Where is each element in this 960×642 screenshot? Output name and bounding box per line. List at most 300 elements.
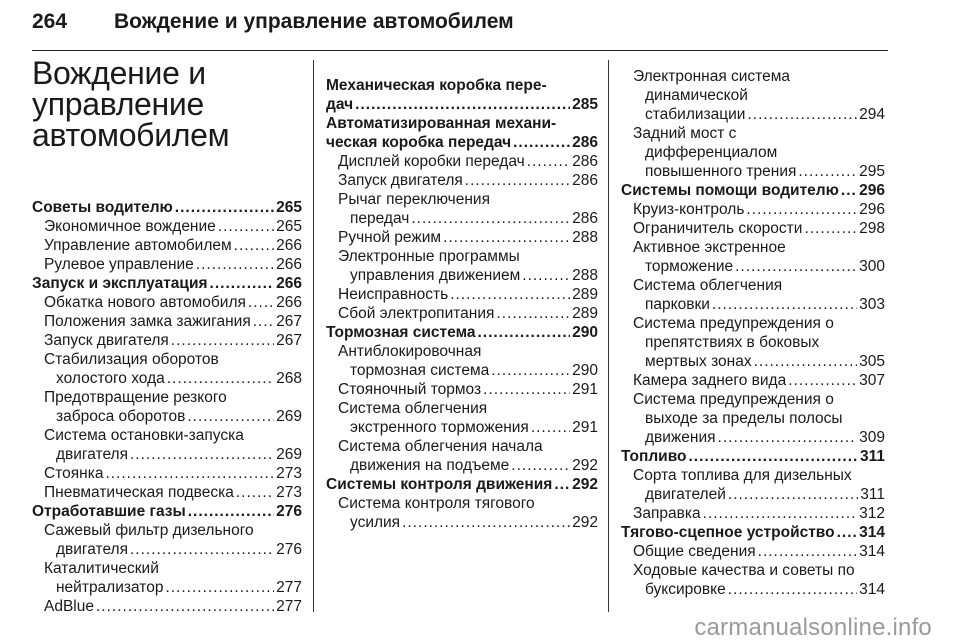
toc-entry [326, 152, 598, 171]
toc-entry-title: Обкатка нового автомобиля [44, 294, 246, 311]
toc-line [621, 542, 885, 561]
toc-page-number: 291 [572, 381, 598, 398]
toc-line [621, 219, 885, 238]
toc-entry-title: выходе за пределы полосы [645, 410, 843, 427]
toc-entry [621, 124, 885, 181]
leader-dots [167, 369, 274, 388]
toc-entry-title: Неисправность [338, 286, 449, 303]
toc-page-number: 265 [276, 199, 302, 216]
toc-line [326, 418, 598, 437]
leader-dots [355, 95, 570, 114]
toc-page-number: 291 [572, 419, 598, 436]
toc-section-title: Топливо [621, 448, 687, 465]
toc-entry-title: Запуск двигателя [338, 172, 463, 189]
toc-line [32, 407, 302, 426]
leader-dots [728, 485, 858, 504]
toc-section-title: Системы помощи водителю [621, 182, 839, 199]
toc-line [326, 437, 598, 456]
leader-dots [496, 304, 570, 323]
toc-line [32, 540, 302, 559]
leader-dots [527, 152, 570, 171]
toc-entry [621, 314, 885, 371]
toc-line [621, 485, 885, 504]
toc-page-number: 305 [859, 353, 885, 370]
toc-line [326, 76, 598, 95]
toc-line [32, 388, 302, 407]
toc-page-number: 311 [860, 486, 885, 503]
leader-dots [477, 323, 570, 342]
toc-section [32, 274, 302, 293]
leader-dots [188, 502, 274, 521]
toc-page-number: 289 [572, 305, 598, 322]
toc-entry-title: Электронная система [633, 68, 791, 85]
toc-entry [326, 171, 598, 190]
toc-section [621, 523, 885, 542]
toc-line [621, 143, 885, 162]
toc-entry [621, 542, 885, 561]
leader-dots [522, 266, 570, 285]
toc-page-number: 292 [572, 457, 598, 474]
leader-dots [234, 236, 274, 255]
chapter-title-line: автомобилем [32, 117, 230, 153]
toc-line [326, 380, 598, 399]
toc-line [326, 494, 598, 513]
toc-line [621, 238, 885, 257]
toc-entry-title: Управление автомобилем [44, 237, 232, 254]
toc-page-number: 296 [859, 182, 885, 199]
toc-line [621, 295, 885, 314]
toc-page-number: 267 [276, 332, 302, 349]
toc-page-number: 309 [859, 429, 885, 446]
leader-dots [450, 285, 570, 304]
leader-dots [718, 428, 858, 447]
toc-entry [326, 247, 598, 285]
toc-page-number: 277 [276, 579, 302, 596]
leader-dots [411, 209, 570, 228]
toc-section [326, 114, 598, 152]
toc-line [621, 333, 885, 352]
leader-dots [712, 295, 857, 314]
leader-dots [758, 542, 857, 561]
toc-entry [326, 190, 598, 228]
toc-entry-title: Дисплей коробки передач [338, 153, 525, 170]
toc-line [621, 428, 885, 447]
leader-dots [747, 105, 857, 124]
running-title: Вождение и управление автомобилем [114, 10, 514, 33]
leader-dots [218, 217, 274, 236]
toc-entry-title: Заправка [633, 505, 701, 522]
leader-dots [841, 181, 857, 200]
toc-entry-title: Пневматическая подвеска [44, 484, 234, 501]
toc-page-number: 314 [859, 543, 885, 560]
toc-entry-title: Система остановки-запуска [44, 427, 244, 444]
toc-entry-title: Сбой электропитания [338, 305, 495, 322]
toc-line [621, 105, 885, 124]
toc-entry-title: дифференциалом [645, 144, 778, 161]
toc-entry [32, 521, 302, 559]
toc-line [326, 228, 598, 247]
toc-entry-title: тормозная система [350, 362, 490, 379]
toc-line [621, 162, 885, 181]
toc-line [326, 475, 598, 494]
toc-line [621, 124, 885, 143]
leader-dots [788, 371, 857, 390]
toc-line [621, 466, 885, 485]
toc-line [32, 331, 302, 350]
toc-entry-title: Сорта топлива для дизельных [633, 467, 852, 484]
leader-dots [236, 483, 274, 502]
toc-section-title: Механическая коробка пере- [326, 77, 547, 94]
toc-entry [621, 238, 885, 276]
toc-entry [32, 559, 302, 597]
toc-line [326, 399, 598, 418]
toc-line [326, 190, 598, 209]
toc-line [621, 314, 885, 333]
toc-entry-title: Сажевый фильтр дизельного [44, 522, 254, 539]
leader-dots [837, 523, 858, 542]
leader-dots [511, 456, 570, 475]
toc-entry [326, 437, 598, 475]
toc-page-number: 276 [276, 503, 302, 520]
toc-line [621, 580, 885, 599]
toc-entry-title: препятствиях в боковых [645, 334, 820, 351]
toc-section-title: Системы контроля движения [326, 476, 553, 493]
toc-page-number: 273 [276, 484, 302, 501]
toc-entry-title: двигателей [645, 486, 726, 503]
toc-page-number: 290 [572, 324, 598, 341]
toc-page-number: 312 [859, 505, 885, 522]
leader-dots [483, 380, 570, 399]
toc-entry-title: Ручной режим [338, 229, 442, 246]
toc-line [326, 114, 598, 133]
toc-page-number: 266 [276, 237, 302, 254]
toc-entry-title: Общие сведения [633, 543, 756, 560]
toc-page-number: 268 [276, 370, 302, 387]
toc-entry-title: усилия [350, 514, 401, 531]
toc-line [32, 559, 302, 578]
toc-line [32, 293, 302, 312]
toc-line [32, 483, 302, 502]
toc-entry [32, 483, 302, 502]
toc-line [326, 209, 598, 228]
toc-page-number: 286 [572, 134, 598, 151]
leader-dots [248, 293, 274, 312]
toc-line [621, 390, 885, 409]
leader-dots [130, 445, 274, 464]
toc-entry-title: Рулевое управление [44, 256, 194, 273]
leader-dots [754, 352, 858, 371]
toc-entry [32, 597, 302, 616]
toc-entry-title: Антиблокировочная [338, 343, 482, 360]
toc-page-number: 269 [276, 446, 302, 463]
toc-section-title: дач [326, 96, 354, 113]
toc-entry-title: Круиз-контроль [633, 201, 745, 218]
toc-section-title: Автоматизированная механи- [326, 115, 557, 132]
toc-entry [621, 276, 885, 314]
toc-entry [326, 285, 598, 304]
toc-entry-title: торможение [645, 258, 734, 275]
toc-entry-title: Система предупреждения о [633, 315, 834, 332]
toc-entry-title: Система контроля тягового [338, 495, 535, 512]
toc-line [32, 236, 302, 255]
leader-dots [689, 447, 858, 466]
toc-page-number: 296 [859, 201, 885, 218]
chapter-title [32, 55, 304, 153]
toc-entry [621, 219, 885, 238]
toc-entry [32, 388, 302, 426]
toc-line [621, 86, 885, 105]
toc-line [32, 274, 302, 293]
toc-entry [32, 255, 302, 274]
toc-entry-title: управления движением [350, 267, 521, 284]
leader-dots [465, 171, 570, 190]
toc-page-number: 288 [572, 267, 598, 284]
toc-entry-title: Камера заднего вида [633, 372, 787, 389]
toc-line [326, 266, 598, 285]
leader-dots [253, 312, 274, 331]
page-number: 264 [32, 10, 68, 33]
toc-line [326, 304, 598, 323]
toc-entry [621, 504, 885, 523]
toc-entry-title: парковки [645, 296, 710, 313]
toc-line [621, 352, 885, 371]
toc-entry-title: Запуск двигателя [44, 332, 169, 349]
toc-page-number: 286 [572, 210, 598, 227]
leader-dots [804, 219, 857, 238]
toc-line [326, 456, 598, 475]
toc-section-title: Тягово-сцепное устройство [621, 524, 835, 541]
toc-entry-title: Активное экстренное [633, 239, 786, 256]
leader-dots [491, 361, 570, 380]
leader-dots [513, 133, 570, 152]
toc-line [326, 342, 598, 361]
toc-section [621, 181, 885, 200]
leader-dots [171, 331, 274, 350]
toc-line [32, 597, 302, 616]
toc-line [621, 409, 885, 428]
toc-entry-title: нейтрализатор [56, 579, 164, 596]
toc-entry-title: Задний мост с [633, 125, 737, 142]
leader-dots [554, 475, 570, 494]
toc-line [326, 95, 598, 114]
toc-entry-title: Система облегчения [633, 277, 783, 294]
toc-entry-title: экстренного торможения [350, 419, 529, 436]
chapter-title-line: управление [32, 86, 205, 122]
toc-entry-title: движения [645, 429, 716, 446]
leader-dots [798, 162, 857, 181]
toc-page-number: 288 [572, 229, 598, 246]
toc-page-number: 277 [276, 598, 302, 615]
toc-page-number: 286 [572, 172, 598, 189]
toc-line [32, 578, 302, 597]
toc-line [326, 247, 598, 266]
toc-entry [621, 466, 885, 504]
toc-entry-title: Ограничитель скорости [633, 220, 803, 237]
toc-entry-title: двигателя [56, 541, 128, 558]
toc-entry [621, 200, 885, 219]
leader-dots [175, 198, 274, 217]
toc-line [621, 561, 885, 580]
toc-entry-title: Стабилизация оборотов [44, 351, 219, 368]
toc-line [621, 67, 885, 86]
toc-entry-title: динамической [645, 87, 748, 104]
toc-entry [326, 304, 598, 323]
watermark: carmanualsonline.info [694, 614, 932, 641]
toc-page-number: 289 [572, 286, 598, 303]
toc-page-number: 298 [859, 220, 885, 237]
toc-entry-title: Ходовые качества и советы по [633, 562, 855, 579]
toc-entry-title: Система облегчения начала [338, 438, 543, 455]
leader-dots [196, 255, 274, 274]
toc-entry-title: стабилизации [645, 106, 746, 123]
toc-page-number: 295 [859, 163, 885, 180]
chapter-title-line: Вождение и [32, 55, 206, 91]
toc-page-number: 292 [572, 476, 598, 493]
toc-line [326, 133, 598, 152]
toc-line [32, 464, 302, 483]
toc-page-number: 290 [572, 362, 598, 379]
toc-entry-title: буксировке [645, 581, 726, 598]
toc-page-number: 266 [276, 275, 302, 292]
toc-entry [32, 426, 302, 464]
toc-page-number: 286 [572, 153, 598, 170]
toc-entry-title: Стоянка [44, 465, 104, 482]
toc-section [621, 447, 885, 466]
toc-line [32, 217, 302, 236]
toc-section-title: Отработавшие газы [32, 503, 186, 520]
toc-page-number: 267 [276, 313, 302, 330]
toc-line [326, 361, 598, 380]
toc-page-number: 294 [859, 106, 885, 123]
leader-dots [703, 504, 858, 523]
toc-line [32, 426, 302, 445]
toc-section-title: Запуск и эксплуатация [32, 275, 208, 292]
toc-line [621, 200, 885, 219]
toc-entry-title: Система предупреждения о [633, 391, 834, 408]
toc-page-number: 265 [276, 218, 302, 235]
toc-line [32, 369, 302, 388]
toc-entry [326, 342, 598, 380]
leader-dots [735, 257, 857, 276]
toc-section [32, 198, 302, 217]
toc-line [32, 521, 302, 540]
toc-entry [621, 390, 885, 447]
toc-line [621, 371, 885, 390]
toc-section [32, 502, 302, 521]
toc-column-3 [621, 67, 885, 599]
toc-page-number: 285 [572, 96, 598, 113]
toc-entry-title: Положения замка зажигания [44, 313, 251, 330]
toc-line [621, 504, 885, 523]
toc-entry [621, 67, 885, 124]
toc-page-number: 300 [859, 258, 885, 275]
toc-entry-title: заброса оборотов [56, 408, 186, 425]
toc-page-number: 269 [276, 408, 302, 425]
toc-line [326, 323, 598, 342]
leader-dots [443, 228, 570, 247]
leader-dots [746, 200, 857, 219]
toc-entry-title: Стояночный тормоз [338, 381, 482, 398]
toc-line [32, 255, 302, 274]
toc-line [621, 181, 885, 200]
toc-entry-title: Каталитический [44, 560, 159, 577]
toc-page-number: 273 [276, 465, 302, 482]
toc-entry-title: повышенного трения [645, 163, 797, 180]
toc-section-title: ческая коробка передач [326, 134, 512, 151]
toc-line [326, 171, 598, 190]
toc-page-number: 314 [859, 581, 885, 598]
toc-entry [32, 464, 302, 483]
toc-entry [32, 293, 302, 312]
toc-entry [621, 561, 885, 599]
toc-line [621, 447, 885, 466]
toc-line [326, 285, 598, 304]
toc-entry [326, 494, 598, 532]
toc-section [326, 475, 598, 494]
toc-entry-title: AdBlue [44, 598, 94, 615]
toc-page-number: 266 [276, 256, 302, 273]
toc-entry [621, 371, 885, 390]
leader-dots [187, 407, 274, 426]
toc-entry-title: Экономичное вождение [44, 218, 216, 235]
leader-dots [728, 580, 857, 599]
toc-entry-title: холостого хода [56, 370, 165, 387]
toc-entry-title: передач [350, 210, 410, 227]
toc-section-title: Тормозная система [326, 324, 476, 341]
toc-page-number: 314 [859, 524, 885, 541]
toc-entry-title: движения на подъеме [350, 457, 510, 474]
toc-page-number: 276 [276, 541, 302, 558]
toc-line [32, 445, 302, 464]
toc-column-2 [326, 76, 598, 532]
toc-page-number: 307 [859, 372, 885, 389]
column-divider [313, 60, 314, 612]
toc-page-number: 311 [859, 448, 885, 465]
leader-dots [402, 513, 570, 532]
toc-line [621, 257, 885, 276]
toc-entry-title: двигателя [56, 446, 128, 463]
toc-line [621, 276, 885, 295]
toc-entry [32, 331, 302, 350]
toc-entry [326, 380, 598, 399]
toc-entry-title: Рычаг переключения [338, 191, 490, 208]
toc-page-number: 266 [276, 294, 302, 311]
toc-entry-title: Электронные программы [338, 248, 520, 265]
toc-entry-title: Предотвращение резкого [44, 389, 227, 406]
leader-dots [130, 540, 274, 559]
toc-entry [326, 399, 598, 437]
toc-line [32, 502, 302, 521]
toc-line [32, 198, 302, 217]
leader-dots [531, 418, 570, 437]
toc-section [326, 76, 598, 114]
toc-page-number: 303 [859, 296, 885, 313]
leader-dots [165, 578, 274, 597]
leader-dots [210, 274, 275, 293]
toc-entry [32, 312, 302, 331]
toc-section-title: Советы водителю [32, 199, 173, 216]
toc-entry [32, 217, 302, 236]
toc-entry-title: Система облегчения [338, 400, 488, 417]
leader-dots [96, 597, 274, 616]
toc-line [32, 312, 302, 331]
toc-entry [32, 236, 302, 255]
toc-section [326, 323, 598, 342]
toc-column-1 [32, 198, 302, 616]
leader-dots [105, 464, 274, 483]
toc-line [621, 523, 885, 542]
toc-entry [32, 350, 302, 388]
